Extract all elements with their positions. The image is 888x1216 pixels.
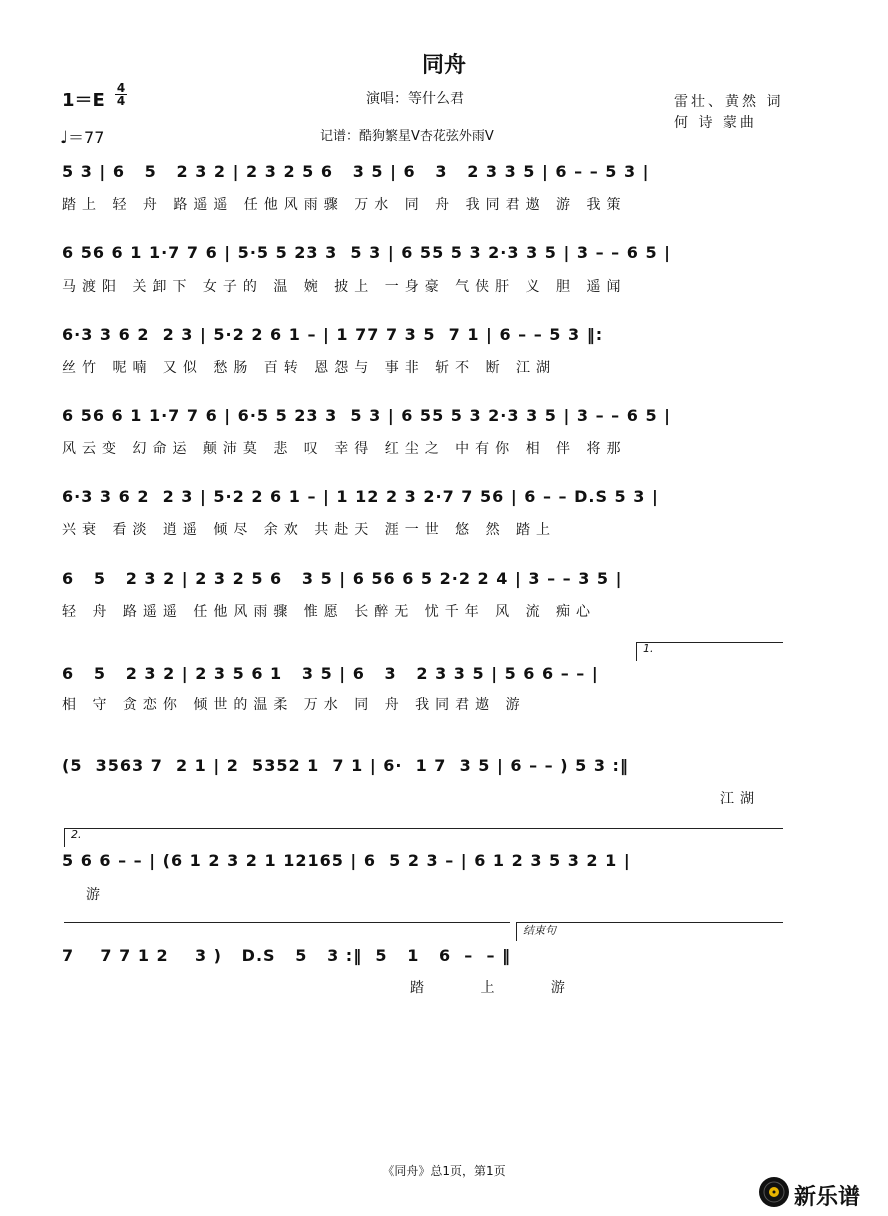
- tempo-marking: [60, 125, 104, 148]
- time-signature: [115, 82, 127, 107]
- site-logo: 新乐谱: [794, 1185, 861, 1210]
- first-ending-bracket: [636, 642, 783, 661]
- ending-phrase-bracket: [516, 922, 783, 941]
- score-row-1-notes: 5 3 | 6 5 2 3 2 | 2 3 2 5 6 3 5 | 6 3 2 3 3 5 | 6 – – 5 3 |: [62, 162, 650, 181]
- second-ending-label: 2.: [71, 828, 82, 841]
- second-ending-bracket: [64, 828, 783, 847]
- score-row-9-lyrics: 游: [86, 887, 106, 903]
- page-title: 同舟: [421, 53, 466, 78]
- quarter-note-icon: ♩: [60, 128, 69, 148]
- vinyl-record-icon: [758, 1176, 790, 1208]
- score-row-7-lyrics: 相 守 贪恋你 倾世的温柔 万水 同 舟 我同君遨 游: [62, 697, 526, 713]
- score-row-6-lyrics: 轻 舟 路遥遥 任他风雨骤 惟愿 长醉无 忧千年 风 流 痴心: [62, 604, 597, 620]
- key-signature: 1＝E: [62, 90, 105, 111]
- score-row-2-notes: 6 56 6 1 1·7 7 6 | 5·5 5 23 3 5 3 | 6 55 5 3 2·3 3 5 | 3 – – 6 5 |: [62, 243, 671, 262]
- score-row-8-notes: (5 3563 7 2 1 | 2 5352 1 7 1 | 6· 1 7 3 5 | 6 – – ) 5 3 :‖: [62, 756, 629, 775]
- page-footer: 《同舟》总1页，第1页: [382, 1164, 506, 1178]
- score-row-8-lyrics: 江湖: [720, 791, 760, 807]
- lyricist-credit: 雷壮、黄然 词: [674, 94, 784, 110]
- score-row-6-notes: 6 5 2 3 2 | 2 3 2 5 6 3 5 | 6 56 6 5 2·2 2 4 | 3 – – 3 5 |: [62, 569, 623, 588]
- score-row-10-lyrics: 踏 上 游: [410, 980, 591, 996]
- transcriber-credit: 记谱：酷狗繁星V杏花弦外雨V: [320, 129, 494, 144]
- score-row-3-notes: 6·3 3 6 2 2 3 | 5·2 2 6 1 – | 1 77 7 3 5 7 1 | 6 – – 5 3 ‖:: [62, 325, 604, 344]
- credits: [674, 92, 783, 134]
- score-row-7-notes: 6 5 2 3 2 | 2 3 5 6 1 3 5 | 6 3 2 3 3 5 | 5 6 6 – – |: [62, 664, 599, 683]
- tempo-value: ＝77: [68, 128, 105, 147]
- score-row-9-notes: 5 6 6 – – | (6 1 2 3 2 1 12165 | 6 5 2 3 – | 6 1 2 3 5 3 2 1 |: [62, 851, 631, 870]
- score-row-3-lyrics: 丝竹 呢喃 又似 愁肠 百转 恩怨与 事非 斩不 断 江湖: [62, 360, 557, 376]
- score-row-4-notes: 6 56 6 1 1·7 7 6 | 6·5 5 23 3 5 3 | 6 55 5 3 2·3 3 5 | 3 – – 6 5 |: [62, 406, 671, 425]
- singer-credit: 演唱：等什么君: [366, 91, 464, 107]
- score-row-5-notes: 6·3 3 6 2 2 3 | 5·2 2 6 1 – | 1 12 2 3 2·7 7 56 | 6 – – D.S 5 3 |: [62, 487, 659, 506]
- score-row-4-lyrics: 风云变 幻命运 颠沛莫 悲 叹 幸得 红尘之 中有你 相 伴 将那: [62, 441, 627, 457]
- score-row-2-lyrics: 马渡阳 关卸下 女子的 温 婉 披上 一身豪 气侠肝 义 胆 遥闻: [62, 279, 627, 295]
- score-row-10-notes: 7 7 7 1 2 3 ) D.S 5 3 :‖ 5 1 6 – – ‖: [62, 946, 512, 965]
- second-ending-continuation: [64, 922, 510, 923]
- time-top: 4: [116, 81, 126, 95]
- ending-phrase-label: 结束句: [523, 924, 556, 937]
- first-ending-label: 1.: [643, 642, 654, 655]
- score-row-1-lyrics: 踏上 轻 舟 路遥遥 任他风雨骤 万水 同 舟 我同君遨 游 我策: [62, 197, 627, 213]
- composer-credit: 何 诗 蒙曲: [674, 115, 757, 131]
- score-row-5-lyrics: 兴衰 看淡 逍遥 倾尽 余欢 共赴天 涯一世 悠 然 踏上: [62, 522, 557, 538]
- time-bottom: 4: [116, 94, 126, 108]
